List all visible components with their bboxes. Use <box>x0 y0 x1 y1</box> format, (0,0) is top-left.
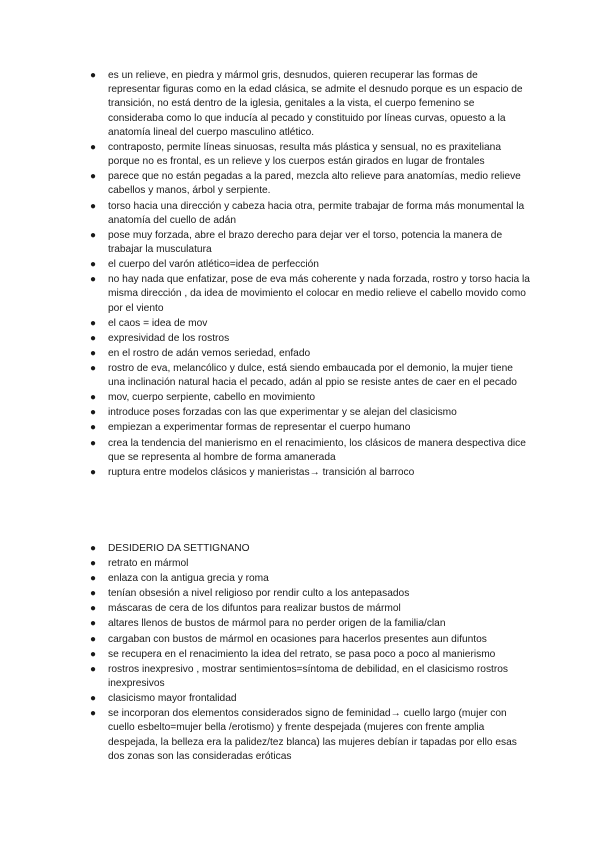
list-item-text: clasicismo mayor frontalidad <box>108 693 237 705</box>
bullet-icon: ● <box>90 422 97 434</box>
list-item-text: expresividad de los rostros <box>108 332 230 344</box>
list-item-text: contraposto, permite líneas sinuosas, resulta más plástica y sensual, no es praxiteliana porque no es frontal, es un relieve y los cuerpos están girados en lugar de frontales <box>108 141 501 168</box>
bullet-icon: ● <box>90 259 97 271</box>
bullet-icon: ● <box>90 229 97 241</box>
bullet-icon: ● <box>90 141 97 153</box>
list-item-text: rostros inexpresivo , mostrar sentimientos=síntoma de debilidad, en el clasicismo rostros inexpresivos <box>108 663 509 689</box>
list-item-text: cargaban con bustos de mármol en ocasiones para hacerlos presentes aun difuntos <box>108 633 487 645</box>
list-item <box>90 617 530 631</box>
section-heading-text: DESIDERIO DA SETTIGNANO <box>108 543 250 554</box>
list-item <box>90 602 530 616</box>
list-item <box>90 437 530 465</box>
bullet-icon: ● <box>90 663 97 675</box>
bullet-icon: ● <box>90 558 97 570</box>
list-item <box>90 69 530 140</box>
bullet-icon: ● <box>90 603 97 615</box>
list-item <box>90 466 530 480</box>
list-item <box>90 633 530 647</box>
list-item <box>90 362 530 390</box>
list-item <box>90 663 530 691</box>
list-item-text: torso hacia una dirección y cabeza hacia otra, permite trabajar de forma más monumental la anatomía del cuello de adán <box>108 200 525 226</box>
bullet-icon: ● <box>90 573 97 585</box>
list-item-text: no hay nada que enfatizar, pose de eva más coherente y nada forzada, rostro y torso hacia la misma dirección , da idea de movimiento el colocar en medio relieve el cabello movido como por el viento <box>108 274 530 314</box>
bullet-icon: ● <box>90 362 97 374</box>
list-item <box>90 707 530 764</box>
bullet-icon: ● <box>90 200 97 212</box>
list-item-text: retrato en mármol <box>108 558 189 570</box>
bullet-icon: ● <box>90 407 97 419</box>
list-item <box>90 332 530 346</box>
bullet-icon: ● <box>90 708 97 720</box>
bullet-icon: ● <box>90 332 97 344</box>
list-item-text: parece que no están pegadas a la pared, mezcla alto relieve para anatomías, medio relieve cabellos y manos, árbol y serpiente. <box>108 171 521 197</box>
list-item <box>90 273 530 316</box>
list-item <box>90 170 530 198</box>
list-item-text: es un relieve, en piedra y mármol gris, desnudos, quieren recuperar las formas de representar figuras como en la edad clásica, se admite el desnudo porque es un espacio de transición, no está dentro de la iglesia, genitales a la vista, el cuerpo femenino se consideraba como lo que inducía al pecado y constituido por líneas curvas, opuesto a la anatomía lineal del cuerpo masculino atlético. <box>108 70 523 138</box>
list-item-text: tenían obsesión a nivel religioso por rendir culto a los antepasados <box>108 588 410 600</box>
bullet-icon: ● <box>90 437 97 449</box>
list-item-text: introduce poses forzadas con las que experimentar y se alejan del clasicismo <box>108 407 457 419</box>
bullet-icon: ● <box>90 347 97 359</box>
list-item-text: ruptura entre modelos clásicos y manieristas→ transición al barroco <box>108 466 415 478</box>
list-item-text: altares llenos de bustos de mármol para no perder origen de la familia/clan <box>108 618 446 630</box>
list-item-text: crea la tendencia del manierismo en el renacimiento, los clásicos de manera despectiva dice que se representa al hombre de forma amanerada <box>108 437 526 463</box>
bullet-icon: ● <box>90 274 97 286</box>
bullet-icon: ● <box>90 543 97 554</box>
list-item <box>90 141 530 169</box>
bullet-icon: ● <box>90 693 97 705</box>
list-item-text: el caos = idea de mov <box>108 317 208 329</box>
bullet-icon: ● <box>90 171 97 183</box>
list-item <box>90 648 530 662</box>
list-item-text: pose muy forzada, abre el brazo derecho para dejar ver el torso, potencia la manera de trabajar la musculatura <box>108 229 503 255</box>
list-item <box>90 229 530 257</box>
bullet-icon: ● <box>90 466 97 478</box>
list-item <box>90 347 530 361</box>
list-item <box>90 692 530 706</box>
list-item <box>90 200 530 228</box>
bullet-list-section-1 <box>90 69 530 481</box>
section-heading <box>90 542 530 556</box>
bullet-icon: ● <box>90 70 97 81</box>
bullet-list-section-2 <box>90 542 530 765</box>
list-item <box>90 406 530 420</box>
list-item-text: se incorporan dos elementos considerados signo de feminidad→ cuello largo (mujer con cuello esbelto=mujer bella /erotismo) y frente despejada (mujeres con frente amplia despejada, la belleza era la palidez/tez blanca) las mujeres debían ir tapadas por ello esas dos zonas son las consideradas eróticas <box>108 708 517 762</box>
bullet-icon: ● <box>90 317 97 329</box>
list-item <box>90 557 530 571</box>
list-item-text: empiezan a experimentar formas de representar el cuerpo humano <box>108 422 411 434</box>
list-item-text: rostro de eva, melancólico y dulce, está siendo embaucada por el demonio, la mujer tiene una inclinación natural hacia el pecado, adán al ppio se resiste antes de caer en el pecado <box>108 362 517 389</box>
list-item <box>90 317 530 331</box>
bullet-icon: ● <box>90 618 97 630</box>
list-item <box>90 258 530 272</box>
list-item-text: en el rostro de adán vemos seriedad, enfado <box>108 347 311 359</box>
list-item <box>90 587 530 601</box>
list-item-text: enlaza con la antigua grecia y roma <box>108 573 269 585</box>
bullet-icon: ● <box>90 648 97 660</box>
bullet-icon: ● <box>90 392 97 404</box>
list-item-text: el cuerpo del varón atlético=idea de perfección <box>108 259 319 271</box>
list-item <box>90 391 530 405</box>
bullet-icon: ● <box>90 633 97 645</box>
list-item-text: mov, cuerpo serpiente, cabello en movimiento <box>108 392 316 404</box>
list-item <box>90 421 530 435</box>
list-item <box>90 572 530 586</box>
bullet-icon: ● <box>90 588 97 600</box>
list-item-text: se recupera en el renacimiento la idea del retrato, se pasa poco a poco al manierismo <box>108 648 496 660</box>
list-item-text: máscaras de cera de los difuntos para realizar bustos de mármol <box>108 603 401 615</box>
